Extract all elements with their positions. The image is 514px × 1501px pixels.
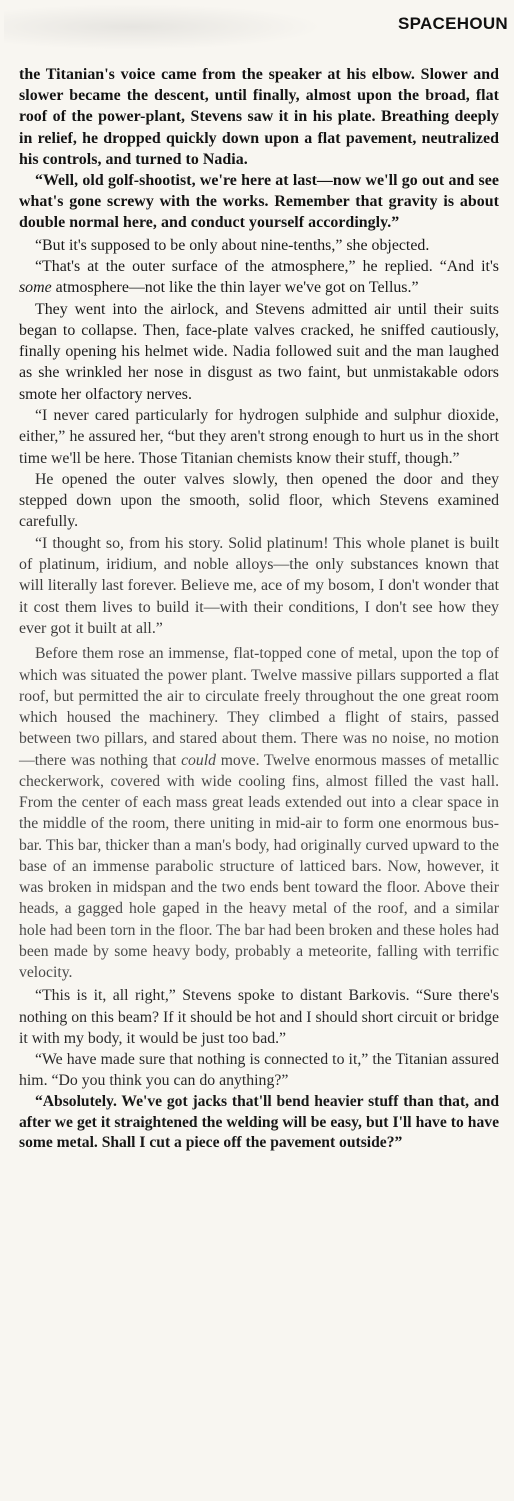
paragraph-11: “We have made sure that nothing is connected to it,” the Titanian assured him. “Do you think you can do anything?” — [19, 1051, 499, 1090]
scan-smudge — [4, 4, 324, 50]
paragraph-4-start: “That's at the outer surface of the atmosphere,” he replied. “And it's — [35, 257, 499, 275]
paragraph-5: They went into the airlock, and Stevens admitted air until their suits began to collapse. Then, face-plate valves cracked, he sniffed cautiously, finally opening his helmet wide. Nadia followed suit and the man laughed as she wrinkled her nose in disgust as two faint, but unmistakable odors smote her olfactory nerves. — [19, 300, 499, 403]
running-header: SPACEHOUN — [397, 14, 508, 33]
paragraph-8: “I thought so, from his story. Solid platinum! This whole planet is built of platinum, iridium, and noble alloys—the only substances known that will literally last forever. Believe me, ace of my bosom, I don't wonder that it cost them lives to build it—with their conditions, I don't see how they ever got it built at all.” — [19, 534, 499, 637]
paragraph-3: “But it's supposed to be only about nine-tenths,” she objected. — [35, 236, 430, 254]
paragraph-4 — [19, 256, 499, 299]
paragraph-9 — [19, 643, 499, 983]
paragraph-9-start: Before them rose an immense, flat-topped cone of metal, upon the top of which was situated the power plant. Twelve massive pillars supported a flat roof, but permitted the air to circulate freely throughout the one great room which housed the machinery. They climbed a flight of stairs, passed between two pillars, and stared about them. There was no noise, no motion—there was nothing that — [19, 645, 499, 769]
paragraph-6: “I never cared particularly for hydrogen sulphide and sulphur dioxide, either,” he assured her, “but they aren't strong enough to hurt us in the short time we'll be here. Those Titanian chemists know their stuff, though.” — [19, 407, 499, 467]
story-text — [19, 64, 499, 1154]
paragraph-9-end: move. Twelve enormous masses of metallic checkerwork, covered with wide cooling fins, almost filled the vast hall. From the center of each mass great leads extended out into a clear space in the middle of the room, there uniting in mid-air to form one enormous bus-bar. This bar, thicker than a man's body, had originally curved upward to the base of an immense parabolic structure of latticed bars. Now, however, it was broken in midspan and the two ends bent toward the floor. Above their heads, a gagged hole gaped in the heavy metal of the roof, and a similar hole had been torn in the floor. The bar had been broken and these holes had been made by some heavy body, probably a meteorite, falling with terrific velocity. — [19, 751, 499, 982]
paragraph-12: “Absolutely. We've got jacks that'll bend heavier stuff than that, and after we get it straightened the welding will be easy, but I'll have to have some metal. Shall I cut a piece off the pavement outside?” — [19, 1092, 499, 1152]
paragraph-4-emphasis: some — [19, 279, 52, 297]
paragraph-10: “This is it, all right,” Stevens spoke to distant Barkovis. “Sure there's nothing on this beam? If it should be hot and I should short circuit or bridge it with my body, it would be just too bad.” — [19, 987, 499, 1047]
paragraph-9-emphasis: could — [181, 751, 216, 769]
paragraph-4-end: atmosphere—not like the thin layer we've got on Tellus.” — [51, 279, 419, 297]
paragraph-7: He opened the outer valves slowly, then opened the door and they stepped down upon the smooth, solid floor, which Stevens examined carefully. — [19, 470, 499, 531]
paragraph-1: the Titanian's voice came from the speaker at his elbow. Slower and slower became the descent, until finally, almost upon the broad, flat roof of the power-plant, Stevens saw it in his plate. Breathing deeply in relief, he dropped quickly down upon a flat pavement, neutralized his controls, and turned to Nadia. — [19, 66, 499, 168]
paragraph-2: “Well, old golf-shootist, we're here at last—now we'll go out and see what's gone screwy with the works. Remember that gravity is about double normal here, and conduct yourself accordingly.” — [19, 172, 499, 232]
